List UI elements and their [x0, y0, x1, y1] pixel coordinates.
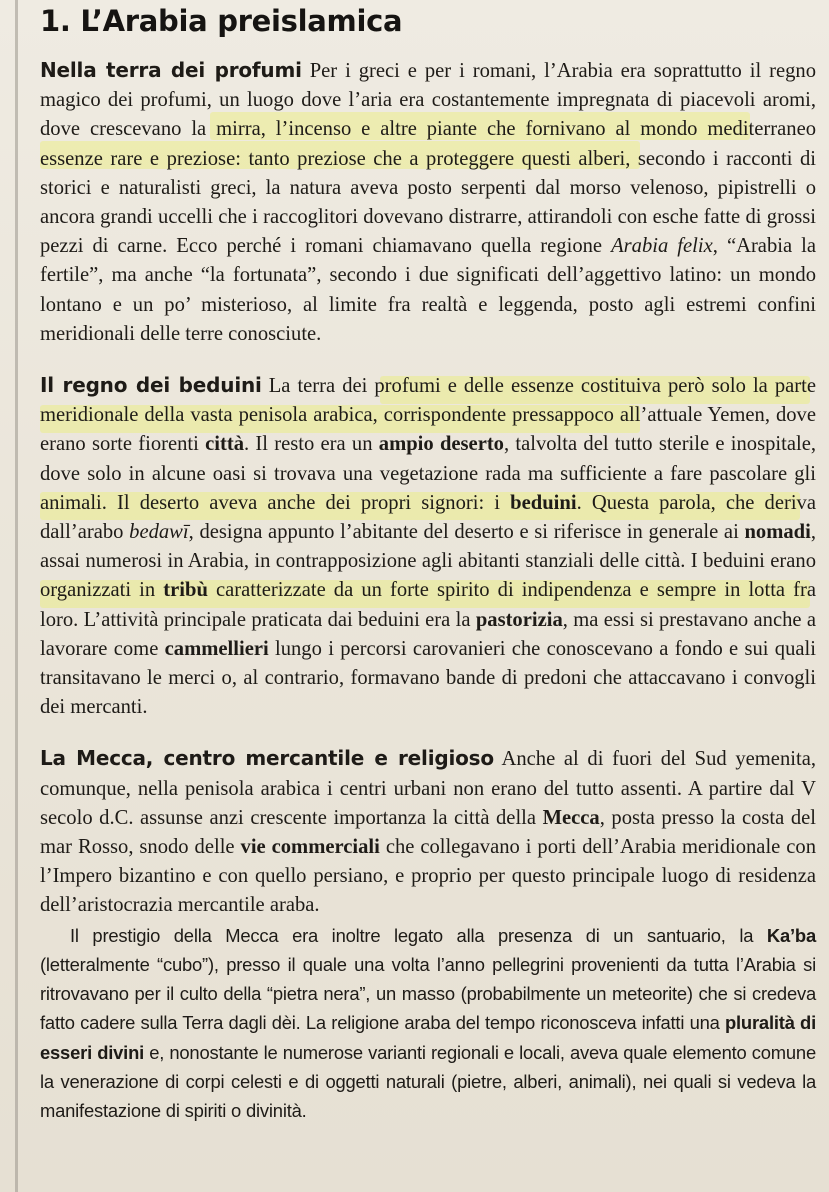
bold-term: tribù: [163, 579, 208, 602]
bold-term: nomadi: [744, 521, 811, 544]
italic-term: bedawī: [129, 521, 189, 544]
paragraph-text: caratterizzate da un forte spirito di indipendenza e sempre in lotta fra loro. L’attività principale praticata dai beduini era la: [40, 579, 816, 631]
paragraph-text: Per i greci e per i romani, l’Arabia era soprattutto il regno magico dei profumi, un luogo dove l’aria era costantemente impregnata di piacevoli aromi, dove crescevano la mirra, l’incenso e altre piante che fornivano al mondo mediterraneo essenze rare e preziose: tanto preziose che a proteggere questi alberi, secondo i racconti di storici e naturalisti greci, la natura aveva posto serpenti dal morso velenoso, pipistrelli o ancora grandi uccelli che i raccoglitori dovevano distrarre, attirandoli con esche fatte di grossi pezzi di carne. Ecco perché i romani chiamavano quella regione: [40, 60, 816, 258]
paragraph-text: Anche al di fuori del Sud yemenita, comunque, nella penisola arabica i centri urbani non erano del tutto assenti. A partire dal V secolo d.C. assunse anzi crescente importanza la città della: [40, 748, 816, 829]
paragraph-text: , “Arabia la fertile”, ma anche “la fortunata”, secondo i due significati dell’aggettivo latino: un mondo lontano e un po’ misterioso, al limite fra realtà e leggenda, posto agli estremi confini meridionali delle terre conosciute.: [40, 235, 816, 345]
paragraph-text: che collegavano i porti dell’Arabia meridionale con l’Impero bizantino e con quello persiano, e proprio per questo principale luogo di residenza dell’aristocrazia mercantile araba.: [40, 836, 816, 917]
paragraph-text: . Questa parola, che deriva dall’arabo: [40, 491, 816, 544]
bold-term: ampio deserto: [378, 433, 504, 456]
paragraph-text: , assai numerosi in Arabia, in contrapposizione agli abitanti stanziali delle città. I beduini erano organizzati in: [40, 521, 817, 602]
paragraph-text: . Il resto era un: [244, 433, 379, 456]
bold-term: pluralità di esseri divini: [40, 1012, 816, 1063]
section-profumi: [40, 56, 816, 349]
bold-term: vie commerciali: [240, 836, 380, 859]
paragraph-text: , talvolta del tutto sterile e inospitale, dove solo in alcune oasi si trovava una vegetazione rada ma sufficiente a fare pascolare gli animali. Il deserto aveva anche dei propri signori: i: [40, 433, 816, 514]
italic-term: Arabia felix: [611, 235, 713, 258]
section-heading: Il regno dei beduini: [40, 373, 262, 398]
paragraph-text: (letteralmente “cubo”), presso il quale una volta l’anno pellegrini provenienti da tutta l’Arabia si ritrovavano per il culto della “pietra nera”, un masso (probabilmente un meteorite) che si credeva fatto cadere sulla Terra dagli dèi. La religione araba del tempo riconosceva infatti una: [40, 953, 816, 1034]
paragraph-text: Il prestigio della Mecca era inoltre legato alla presenza di un santuario, la: [70, 924, 767, 946]
paragraph-text: , designa appunto l’abitante del deserto e si riferisce in generale ai: [188, 521, 745, 544]
margin-rule: [15, 0, 18, 1192]
article: [40, 4, 816, 1125]
paragraph-text: e, nonostante le numerose varianti regionali e locali, aveva quale elemento comune la venerazione di corpi celesti e di oggetti naturali (pietre, alberi, animali), nei quali si vedeva la manifestazione di spiriti o divinità.: [40, 1041, 816, 1121]
section-mecca: [40, 744, 816, 920]
paragraph-kaba: [40, 921, 816, 1125]
paragraph-text: , posta presso la costa del mar Rosso, snodo delle: [40, 806, 816, 859]
bold-term: città: [205, 433, 245, 456]
paragraph-text: La terra dei profumi e delle essenze costituiva però solo la parte meridionale della vasta penisola arabica, corrispondente pressappoco all’attuale Yemen, dove erano sorte fiorenti: [40, 375, 816, 456]
bold-term: Ka’ba: [766, 924, 816, 946]
section-heading: Nella terra dei profumi: [40, 58, 302, 82]
bold-term: pastorizia: [475, 608, 563, 631]
paragraph-text: lungo i percorsi carovanieri che conoscevano a fondo e sui quali transitavano le merci o, al contrario, formavano bande di predoni che attaccavano i convogli dei mercanti.: [40, 637, 816, 719]
bold-term: cammellieri: [164, 637, 269, 660]
bold-term: Mecca: [542, 806, 600, 829]
section-beduini: [40, 371, 816, 722]
bold-term: beduini: [510, 491, 577, 514]
section-heading: La Mecca, centro mercantile e religioso: [40, 746, 494, 771]
paragraph-text: , ma essi si prestavano anche a lavorare come: [40, 608, 817, 660]
page-title: 1. L’Arabia preislamica: [40, 4, 403, 38]
